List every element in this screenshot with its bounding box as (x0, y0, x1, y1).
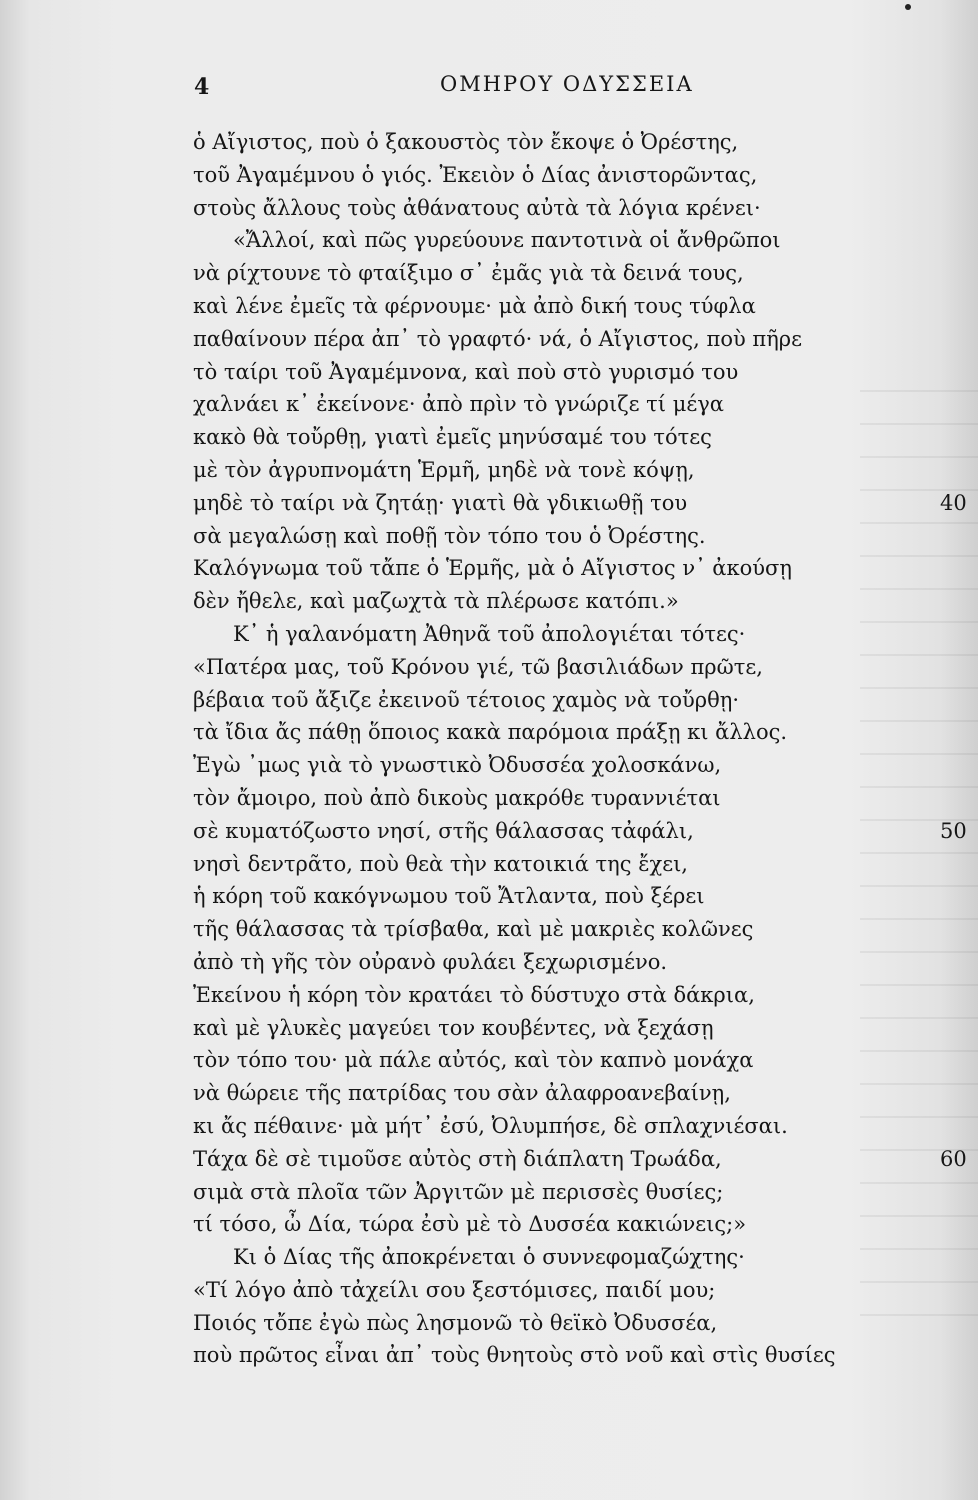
verse-line (0, 913, 978, 946)
verse-line (0, 1241, 978, 1274)
verse-line (0, 388, 978, 421)
verse-line-text: μηδὲ τὸ ταίρι νὰ ζητάῃ· γιατὶ θὰ γδικιωθῇ του (193, 490, 688, 515)
verse-line (0, 979, 978, 1012)
verse-line (0, 782, 978, 815)
verse-line-text: νὰ θώρειε τῆς πατρίδας του σὰν ἀλαφροανεβαίνῃ, (193, 1081, 731, 1106)
verse-line (0, 356, 978, 389)
verse-line-text: σὲ κυματόζωστο νησί, στῆς θάλασσας τἀφάλι, (193, 818, 694, 843)
verse-line (0, 520, 978, 553)
verse-line (0, 1307, 978, 1340)
verse-line-text: τοῦ Ἀγαμέμνου ὁ γιός. Ἐκειὸν ὁ Δίας ἀνιστορῶντας, (193, 162, 758, 187)
verse-line-text: ἡ κόρη τοῦ κακόγνωμου τοῦ Ἄτλαντα, ποὺ ξέρει (193, 884, 705, 909)
verse-line-text: «Τί λόγο ἀπὸ τἀχείλι σου ξεστόμισες, παιδί μου; (193, 1277, 716, 1302)
verse-line-text: κακὸ θὰ τοὔρθῃ, γιατὶ ἐμεῖς μηνύσαμέ του τότες (193, 425, 712, 450)
verse-text (0, 126, 978, 1372)
line-number: 60 (940, 1146, 967, 1171)
verse-line-text: καὶ μὲ γλυκὲς μαγεύει τον κουβέντες, νὰ ξεχάσῃ (193, 1015, 714, 1040)
verse-line (0, 749, 978, 782)
page-number: 4 (194, 74, 210, 100)
verse-line (0, 454, 978, 487)
verse-line (0, 224, 978, 257)
verse-line (0, 1274, 978, 1307)
verse-line-text: καὶ λένε ἐμεῖς τὰ φέρνουμε· μὰ ἀπὸ δική τους τύφλα (193, 293, 756, 318)
verse-line-text: βέβαια τοῦ ἄξιζε ἐκεινοῦ τέτοιος χαμὸς νὰ τοὔρθῃ· (193, 687, 740, 712)
verse-line-text: τὸ ταίρι τοῦ Ἀγαμέμνονα, καὶ ποὺ στὸ γυρισμό του (193, 359, 739, 384)
verse-line-text: νὰ ρίχτουνε τὸ φταίξιμο σ᾽ ἐμᾶς γιὰ τὰ δεινά τους, (193, 261, 744, 286)
verse-line (0, 848, 978, 881)
verse-line (0, 1176, 978, 1209)
verse-line-text: στοὺς ἄλλους τοὺς ἀθάνατους αὐτὰ τὰ λόγια κρένει· (193, 195, 761, 220)
verse-line-text: σιμὰ στὰ πλοῖα τῶν Ἀργιτῶν μὲ περισσὲς θυσίες; (193, 1179, 724, 1204)
scan-speck (905, 4, 911, 10)
verse-line-text: Ἐκείνου ἡ κόρη τὸν κρατάει τὸ δύστυχο στὰ δάκρια, (193, 982, 755, 1007)
verse-line (0, 159, 978, 192)
verse-line-text: σὰ μεγαλώσῃ καὶ ποθῇ τὸν τόπο του ὁ Ὀρέστης. (193, 523, 706, 548)
verse-line (0, 1012, 978, 1045)
verse-line (0, 257, 978, 290)
verse-line (0, 946, 978, 979)
verse-line-text: τί τόσο, ὦ Δία, τώρα ἐσὺ μὲ τὸ Δυσσέα κακιώνεις;» (193, 1212, 747, 1237)
verse-line (0, 487, 978, 520)
verse-line (0, 1208, 978, 1241)
verse-line-text: Τάχα δὲ σὲ τιμοῦσε αὐτὸς στὴ διάπλατη Τρωάδα, (193, 1146, 722, 1171)
verse-line (0, 421, 978, 454)
verse-line-text: Ποιός τὄπε ἐγὼ πὼς λησμονῶ τὸ θεϊκὸ Ὀδυσσέα, (193, 1310, 718, 1335)
verse-line-text: τὸν τόπο του· μὰ πάλε αὐτός, καὶ τὸν καπνὸ μονάχα (193, 1048, 754, 1073)
verse-line (0, 323, 978, 356)
verse-line-text: Κ᾽ ἡ γαλανόματη Ἀθηνᾶ τοῦ ἀπολογιέται τότες· (233, 621, 746, 646)
verse-line-text: τῆς θάλασσας τὰ τρίσβαθα, καὶ μὲ μακριὲς κολῶνες (193, 917, 754, 942)
verse-line-text: ἀπὸ τὴ γῆς τὸν οὐρανὸ φυλάει ξεχωρισμένο. (193, 949, 668, 974)
running-head: ΟΜΗΡΟΥ ΟΔΥΣΣΕΙΑ (440, 72, 694, 96)
verse-line (0, 552, 978, 585)
verse-line-text: Ἐγὼ ᾽μως γιὰ τὸ γνωστικὸ Ὀδυσσέα χολοσκάνω, (193, 753, 722, 778)
verse-line (0, 1339, 978, 1372)
verse-line-text: Καλόγνωμα τοῦ τἄπε ὁ Ἑρμῆς, μὰ ὁ Αἴγιστος ν᾽ ἀκούσῃ (193, 556, 792, 581)
verse-line-text: παθαίνουν πέρα ἀπ᾽ τὸ γραφτό· νά, ὁ Αἴγιστος, ποὺ πῆρε (193, 326, 803, 351)
verse-line (0, 618, 978, 651)
line-number: 50 (940, 818, 967, 843)
verse-line (0, 126, 978, 159)
verse-line (0, 815, 978, 848)
verse-line-text: κι ἄς πέθαινε· μὰ μήτ᾽ ἐσύ, Ὀλυμπήσε, δὲ σπλαχνιέσαι. (193, 1113, 788, 1138)
verse-line (0, 1143, 978, 1176)
verse-line-text: νησὶ δεντρᾶτο, ποὺ θεὰ τὴν κατοικιά της ἔχει, (193, 851, 688, 876)
verse-line-text: «Πατέρα μας, τοῦ Κρόνου γιέ, τῶ βασιλιάδων πρῶτε, (193, 654, 763, 679)
verse-line (0, 192, 978, 225)
verse-line-text: τὸν ἄμοιρο, ποὺ ἀπὸ δικοὺς μακρόθε τυραννιέται (193, 785, 721, 810)
verse-line-text: τὰ ἴδια ἄς πάθῃ ὅποιος κακὰ παρόμοια πράξῃ κι ἄλλος. (193, 720, 788, 745)
verse-line-text: χαλνάει κ᾽ ἐκείνονε· ἀπὸ πρὶν τὸ γνώριζε τί μέγα (193, 392, 724, 417)
verse-line (0, 290, 978, 323)
verse-line (0, 585, 978, 618)
line-number: 40 (940, 490, 967, 515)
verse-line-text: ὁ Αἴγιστος, ποὺ ὁ ξακουστὸς τὸν ἔκοψε ὁ Ὀρέστης, (193, 130, 739, 154)
verse-line (0, 716, 978, 749)
verse-line (0, 684, 978, 717)
verse-line-text: ποὺ πρῶτος εἶναι ἀπ᾽ τοὺς θνητοὺς στὸ νοῦ καὶ στὶς θυσίες (193, 1343, 836, 1368)
verse-line-text: δὲν ἤθελε, καὶ μαζωχτὰ τὰ πλέρωσε κατόπι.» (193, 589, 679, 614)
verse-line-text: «Ἄλλοί, καὶ πῶς γυρεύουνε παντοτινὰ οἱ ἄνθρῶποι (233, 228, 781, 253)
verse-line (0, 1077, 978, 1110)
verse-line (0, 880, 978, 913)
verse-line-text: μὲ τὸν ἀγρυπνομάτη Ἑρμῆ, μηδὲ νὰ τονὲ κόψῃ, (193, 457, 695, 482)
verse-line-text: Κι ὁ Δίας τῆς ἀποκρένεται ὁ συννεφομαζώχτης· (233, 1245, 745, 1270)
verse-line (0, 1110, 978, 1143)
verse-line (0, 651, 978, 684)
verse-line (0, 1044, 978, 1077)
